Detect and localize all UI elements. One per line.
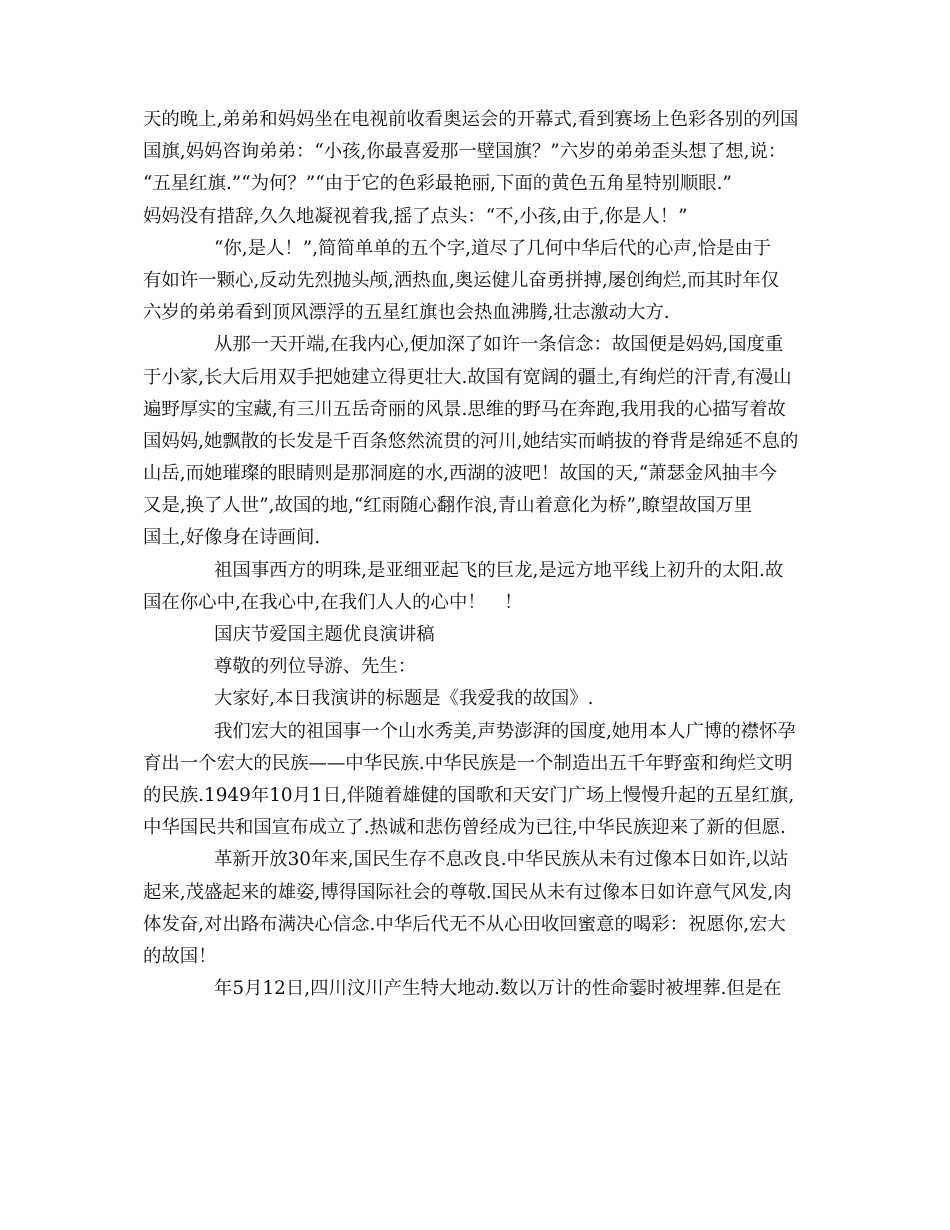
text-line: 的故国！ <box>143 945 217 967</box>
paragraph-start-line: 国庆节爱国主题优良演讲稿 <box>214 624 435 645</box>
text-line: “五星红旗.”“为何？”“由于它的色彩最艳丽,下面的黄色五角星特别顺眼.” <box>143 173 732 195</box>
paragraph-start-line: 从那一天开端,在我内心,便加深了如许一条信念：故国便是妈妈,国度重 <box>214 334 784 356</box>
text-line: 国妈妈,她飘散的长发是千百条悠然流贯的河川,她结实而峭拔的脊背是绵延不息的 <box>143 430 799 452</box>
paragraph-start-line: 大家好,本日我演讲的标题是《我爱我的故国》. <box>214 688 594 710</box>
text-line: 天的晚上,弟弟和妈妈坐在电视前收看奥运会的开幕式,看到赛场上色彩各别的列国 <box>143 109 799 130</box>
text-line: 国在你心中,在我心中,在我们人人的心中！ ！ <box>143 591 523 613</box>
text-line: 有如许一颗心,反动先烈抛头颅,洒热血,奥运健儿奋勇拼搏,屡创绚烂,而其时年仅 <box>143 269 780 291</box>
paragraph-start-line: 尊敬的列位导游、先生： <box>214 656 417 678</box>
paragraph-start-line: 年5月12日,四川汶川产生特大地动.数以万计的性命霎时被埋葬.但是在 <box>214 978 782 1000</box>
text-line: 六岁的弟弟看到顶风漂浮的五星红旗也会热血沸腾,壮志激动大方. <box>143 302 670 324</box>
text-line: 体发奋,对出路布满决心信念.中华后代无不从心田收回蜜意的喝彩：祝愿你,宏大 <box>143 913 786 935</box>
text-line: 中华国民共和国宣布成立了.热诚和悲伤曾经成为已往,中华民族迎来了新的但愿. <box>143 817 786 839</box>
text-line: 国土,好像身在诗画间. <box>143 527 321 549</box>
paragraph-start-line: 革新开放30年来,国民生存不息改良.中华民族从未有过像本日如许,以站 <box>214 849 789 871</box>
paragraph-start-line: “你,是人！”,简简单单的五个字,道尽了几何中华后代的心声,恰是由于 <box>214 237 772 259</box>
text-line: 于小家,长大后用双手把她建立得更壮大.故国有宽阔的疆土,有绚烂的汗青,有漫山 <box>143 366 792 388</box>
text-line: 遍野厚实的宝藏,有三川五岳奇丽的风景.思维的野马在奔跑,我用我的心描写着故 <box>143 398 786 420</box>
text-line: 国旗,妈妈咨询弟弟：“小孩,你最喜爱那一壁国旗？”六岁的弟弟歪头想了想,说： <box>143 141 787 163</box>
document-body <box>143 104 823 1005</box>
text-line: 妈妈没有措辞,久久地凝视着我,摇了点头：“不,小孩,由于,你是人！” <box>143 205 688 227</box>
paragraph-start-line: 祖国事西方的明珠,是亚细亚起飞的巨龙,是远方地平线上初升的太阳.故 <box>214 559 784 581</box>
text-line: 起来,茂盛起来的雄姿,博得国际社会的尊敬.国民从未有过像本日如许意气风发,肉 <box>143 881 792 903</box>
text-line: 育出一个宏大的民族——中华民族.中华民族是一个制造出五千年野蛮和绚烂文明 <box>143 752 793 774</box>
text-line: 山岳,而她璀璨的眼睛则是那洞庭的水,西湖的波吧！故国的天,“萧瑟金风抽丰今 <box>143 463 777 485</box>
paragraph-start-line: 我们宏大的祖国事一个山水秀美,声势澎湃的国度,她用本人广博的襟怀孕 <box>214 720 796 742</box>
text-line: 的民族.1949年10月1日,伴随着雄健的国歌和天安门广场上慢慢升起的五星红旗, <box>143 784 795 806</box>
text-line: 又是,换了人世”,故国的地,“红雨随心翻作浪,青山着意化为桥”,瞭望故国万里 <box>143 495 753 517</box>
